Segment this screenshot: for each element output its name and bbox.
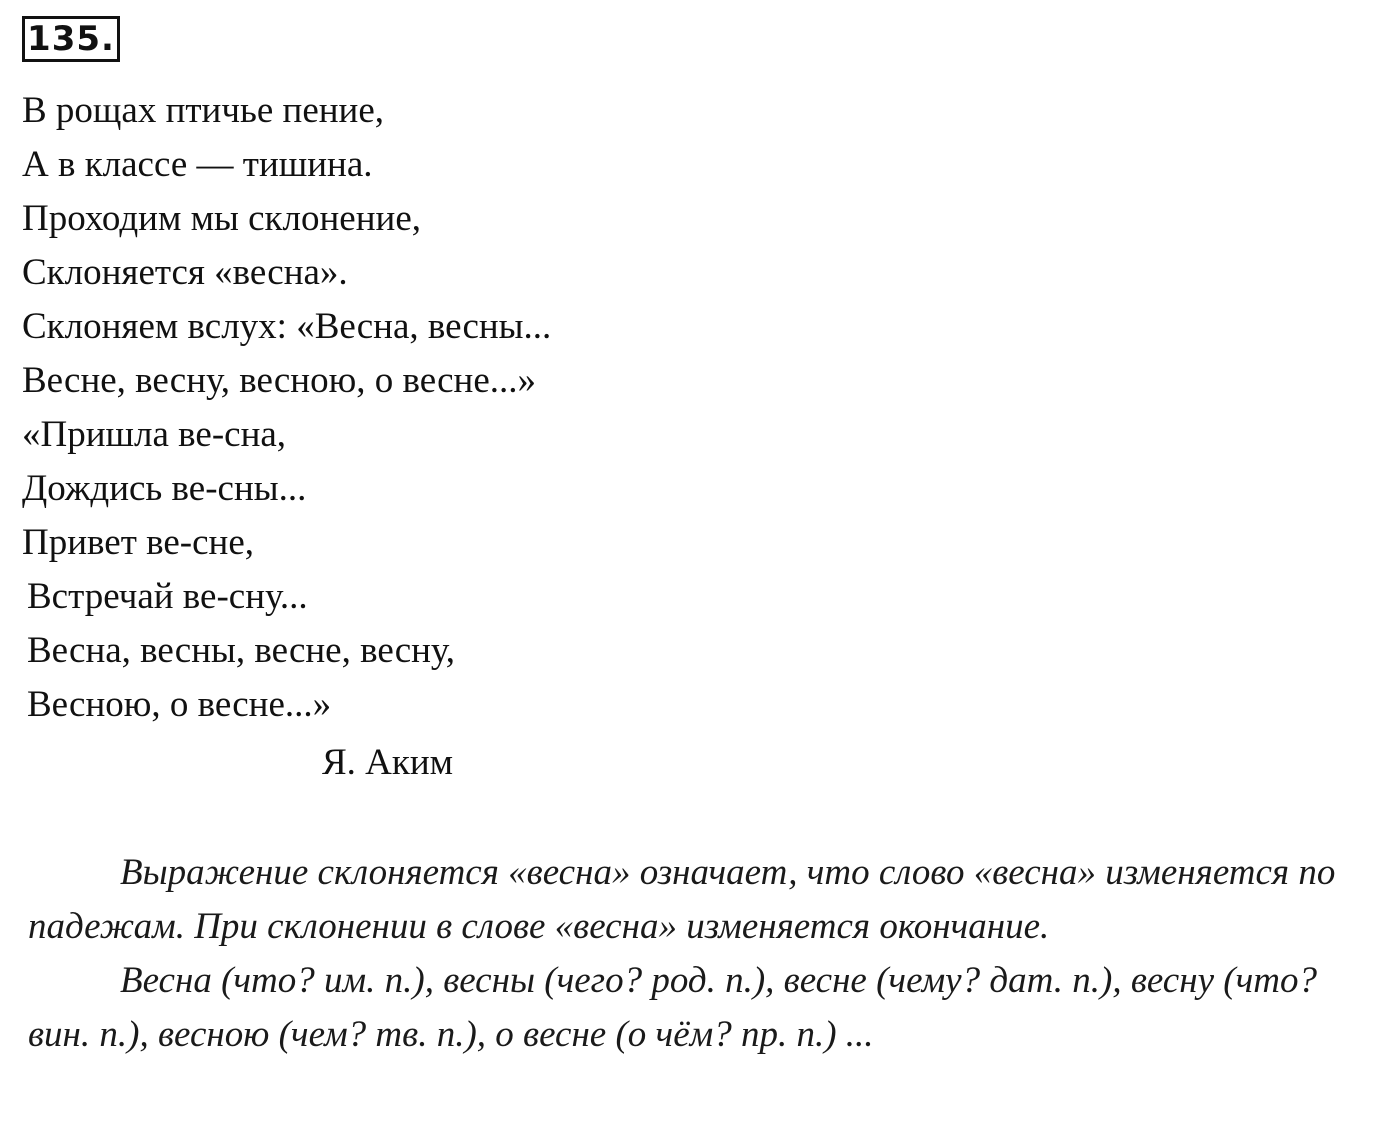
exercise-number: 135. (22, 16, 120, 62)
poem-line: Весною, о весне...» (27, 684, 332, 725)
poem-author: Я. Аким (322, 742, 454, 783)
poem-line: Склоняем вслух: «Весна, весны... (22, 306, 552, 347)
poem-line: Встречай ве-сну... (27, 576, 308, 617)
poem-line: Весне, весну, весною, о весне...» (22, 360, 536, 401)
poem-line: Дождись ве-сны... (22, 468, 307, 509)
answer-block (28, 846, 1348, 1062)
poem-line: В рощах птичье пение, (22, 90, 385, 131)
poem-line: Привет ве-сне, (22, 522, 255, 563)
poem-line: А в классе — тишина. (22, 144, 373, 185)
poem (22, 84, 551, 732)
answer-paragraph-declension: Весна (что? им. п.), весны (чего? род. п.), весне (чему? дат. п.), весну (что? вин. п.), весною (чем? тв. п.), о весне (о чём? пр. п.) ... (28, 960, 1317, 1055)
poem-line: Склоняется «весна». (22, 252, 348, 293)
poem-line: Проходим мы склонение, (22, 198, 421, 239)
poem-line: Весна, весны, весне, весну, (27, 630, 455, 671)
poem-line: «Пришла ве-сна, (22, 414, 287, 455)
answer-paragraph-explanation: Выражение склоняется «весна» означает, что слово «весна» изменяется по падежам. При склонении в слове «весна» изменяется окончание. (28, 852, 1336, 947)
